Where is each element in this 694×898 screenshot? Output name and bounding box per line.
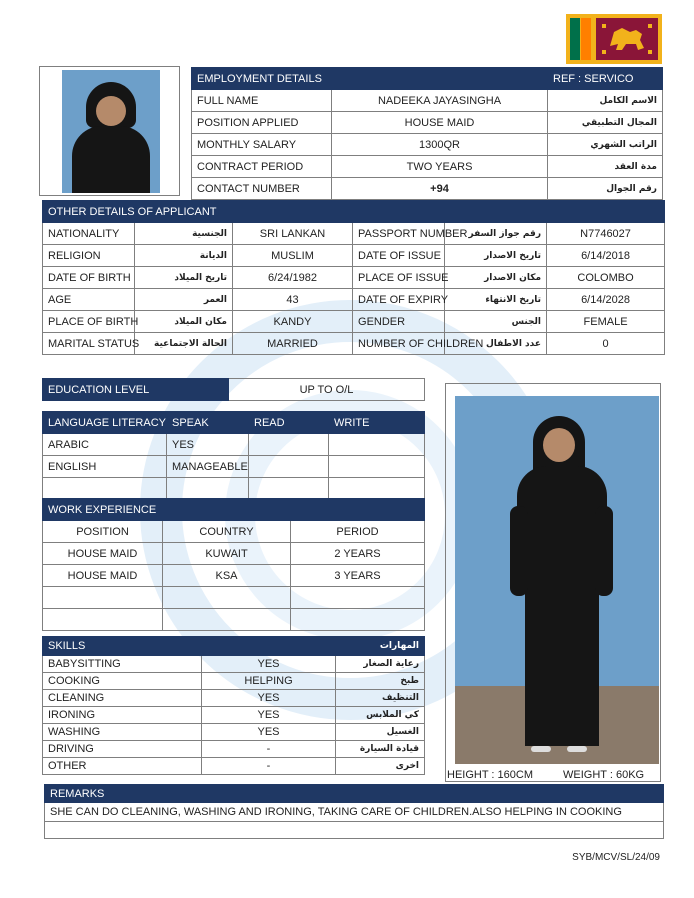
number-of-children-label: NUMBER OF CHILDREN	[353, 333, 445, 355]
date-of-expiry-arabic: تاريخ الانتهاء	[445, 289, 547, 311]
skill-arabic: الغسيل	[336, 724, 425, 741]
date-of-birth-arabic: تاريخ الميلاد	[135, 267, 233, 289]
place-of-issue-label: PLACE OF ISSUE	[353, 267, 445, 289]
place-of-birth-value: KANDY	[233, 311, 353, 333]
skill-name: OTHER	[43, 758, 202, 775]
write-header: WRITE	[329, 412, 425, 434]
date-of-issue-label: DATE OF ISSUE	[353, 245, 445, 267]
country-column-header: COUNTRY	[163, 521, 291, 543]
employment-header: EMPLOYMENT DETAILS	[192, 68, 548, 90]
place-of-issue-value: COLOMBO	[547, 267, 665, 289]
skill-value: YES	[202, 690, 336, 707]
work-empty-cell	[163, 609, 291, 631]
language-write	[329, 456, 425, 478]
gender-label: GENDER	[353, 311, 445, 333]
position-column-header: POSITION	[43, 521, 163, 543]
work-empty-cell	[43, 587, 163, 609]
place-of-issue-arabic: مكان الاصدار	[445, 267, 547, 289]
marital-status-label: MARITAL STATUS	[43, 333, 135, 355]
position-applied-arabic: المجال التطبيقي	[548, 112, 663, 134]
place-of-birth-arabic: مكان الميلاد	[135, 311, 233, 333]
skill-name: COOKING	[43, 673, 202, 690]
passport-number-value: N7746027	[547, 223, 665, 245]
gender-value: FEMALE	[547, 311, 665, 333]
skill-value: YES	[202, 656, 336, 673]
date-of-birth-label: DATE OF BIRTH	[43, 267, 135, 289]
language-empty-cell	[167, 478, 249, 500]
work-period: 2 YEARS	[291, 543, 425, 565]
full-body-photo-frame	[445, 383, 661, 782]
passport-number-label: PASSPORT NUMBER	[353, 223, 445, 245]
other-details-table	[42, 200, 665, 355]
date-of-expiry-value: 6/14/2028	[547, 289, 665, 311]
work-period: 3 YEARS	[291, 565, 425, 587]
full-body-photo	[455, 396, 659, 764]
skill-value: -	[202, 758, 336, 775]
skill-name: BABYSITTING	[43, 656, 202, 673]
portrait-photo	[62, 70, 160, 193]
skill-name: DRIVING	[43, 741, 202, 758]
other-details-header: OTHER DETAILS OF APPLICANT	[43, 201, 353, 223]
work-experience-table	[42, 498, 425, 631]
contract-period-label: CONTRACT PERIOD	[192, 156, 332, 178]
date-of-birth-value: 6/24/1982	[233, 267, 353, 289]
age-label: AGE	[43, 289, 135, 311]
date-of-issue-arabic: تاريخ الاصدار	[445, 245, 547, 267]
skill-value: YES	[202, 707, 336, 724]
remarks-empty-row	[45, 822, 664, 839]
language-write	[329, 434, 425, 456]
monthly-salary-arabic: الراتب الشهري	[548, 134, 663, 156]
nationality-label: NATIONALITY	[43, 223, 135, 245]
work-empty-cell	[291, 587, 425, 609]
skill-value: -	[202, 741, 336, 758]
contract-period-value: TWO YEARS	[332, 156, 548, 178]
portrait-photo-frame	[39, 66, 180, 196]
number-of-children-arabic: عدد الاطفال	[445, 333, 547, 355]
contract-period-arabic: مدة العقد	[548, 156, 663, 178]
skill-arabic: رعاية الصغار	[336, 656, 425, 673]
speak-header: SPEAK	[167, 412, 249, 434]
work-country: KUWAIT	[163, 543, 291, 565]
weight-label: WEIGHT : 60KG	[563, 769, 645, 781]
number-of-children-value: 0	[547, 333, 665, 355]
position-applied-label: POSITION APPLIED	[192, 112, 332, 134]
language-empty-cell	[43, 478, 167, 500]
education-level-label: EDUCATION LEVEL	[43, 379, 229, 401]
religion-arabic: الديانة	[135, 245, 233, 267]
education-level-value: UP TO O/L	[229, 379, 425, 401]
skills-header-arabic: المهارات	[202, 637, 425, 656]
skill-arabic: قيادة السيارة	[336, 741, 425, 758]
skill-arabic: كي الملابس	[336, 707, 425, 724]
skills-table	[42, 636, 425, 775]
work-country: KSA	[163, 565, 291, 587]
skill-name: CLEANING	[43, 690, 202, 707]
contact-number-value: +94	[332, 178, 548, 200]
language-empty-cell	[329, 478, 425, 500]
skill-arabic: طبخ	[336, 673, 425, 690]
nationality-arabic: الجنسية	[135, 223, 233, 245]
language-literacy-header: LANGUAGE LITERACY	[43, 412, 167, 434]
skill-name: WASHING	[43, 724, 202, 741]
education-level-table	[42, 378, 425, 401]
read-header: READ	[249, 412, 329, 434]
height-label: HEIGHT : 160CM	[447, 769, 533, 781]
full-name-label: FULL NAME	[192, 90, 332, 112]
passport-number-arabic: رقم جواز السفر	[445, 223, 547, 245]
skill-value: HELPING	[202, 673, 336, 690]
position-applied-value: HOUSE MAID	[332, 112, 548, 134]
language-empty-cell	[249, 478, 329, 500]
nationality-value: SRI LANKAN	[233, 223, 353, 245]
work-position: HOUSE MAID	[43, 565, 163, 587]
gender-arabic: الجنس	[445, 311, 547, 333]
language-name: ARABIC	[43, 434, 167, 456]
monthly-salary-value: 1300QR	[332, 134, 548, 156]
full-name-arabic: الاسم الكامل	[548, 90, 663, 112]
contact-number-label: CONTACT NUMBER	[192, 178, 332, 200]
language-name: ENGLISH	[43, 456, 167, 478]
work-empty-cell	[163, 587, 291, 609]
monthly-salary-label: MONTHLY SALARY	[192, 134, 332, 156]
language-read	[249, 434, 329, 456]
employment-details-table	[191, 67, 663, 200]
language-literacy-table	[42, 411, 425, 500]
work-position: HOUSE MAID	[43, 543, 163, 565]
language-speak: MANAGEABLE	[167, 456, 249, 478]
language-read	[249, 456, 329, 478]
document-code: SYB/MCV/SL/24/09	[572, 852, 660, 863]
marital-status-value: MARRIED	[233, 333, 353, 355]
period-column-header: PERIOD	[291, 521, 425, 543]
religion-value: MUSLIM	[233, 245, 353, 267]
remarks-header: REMARKS	[45, 785, 664, 803]
date-of-issue-value: 6/14/2018	[547, 245, 665, 267]
contact-number-arabic: رقم الجوال	[548, 178, 663, 200]
skill-arabic: اخرى	[336, 758, 425, 775]
date-of-expiry-label: DATE OF EXPIRY	[353, 289, 445, 311]
skill-arabic: التنظيف	[336, 690, 425, 707]
marital-status-arabic: الحالة الاجتماعية	[135, 333, 233, 355]
age-value: 43	[233, 289, 353, 311]
skill-value: YES	[202, 724, 336, 741]
work-empty-cell	[291, 609, 425, 631]
full-name-value: NADEEKA JAYASINGHA	[332, 90, 548, 112]
skill-name: IRONING	[43, 707, 202, 724]
other-details-header-blank	[353, 201, 665, 223]
remarks-text: SHE CAN DO CLEANING, WASHING AND IRONING, TAKING CARE OF CHILDREN.ALSO HELPING IN COOKING	[45, 803, 664, 822]
remarks-table	[44, 784, 664, 839]
skills-header: SKILLS	[43, 637, 202, 656]
age-arabic: العمر	[135, 289, 233, 311]
sri-lanka-flag-icon	[566, 14, 662, 64]
work-empty-cell	[43, 609, 163, 631]
language-speak: YES	[167, 434, 249, 456]
religion-label: RELIGION	[43, 245, 135, 267]
place-of-birth-label: PLACE OF BIRTH	[43, 311, 135, 333]
work-experience-header: WORK EXPERIENCE	[43, 499, 425, 521]
ref-label: REF : SERVICO	[548, 68, 663, 90]
